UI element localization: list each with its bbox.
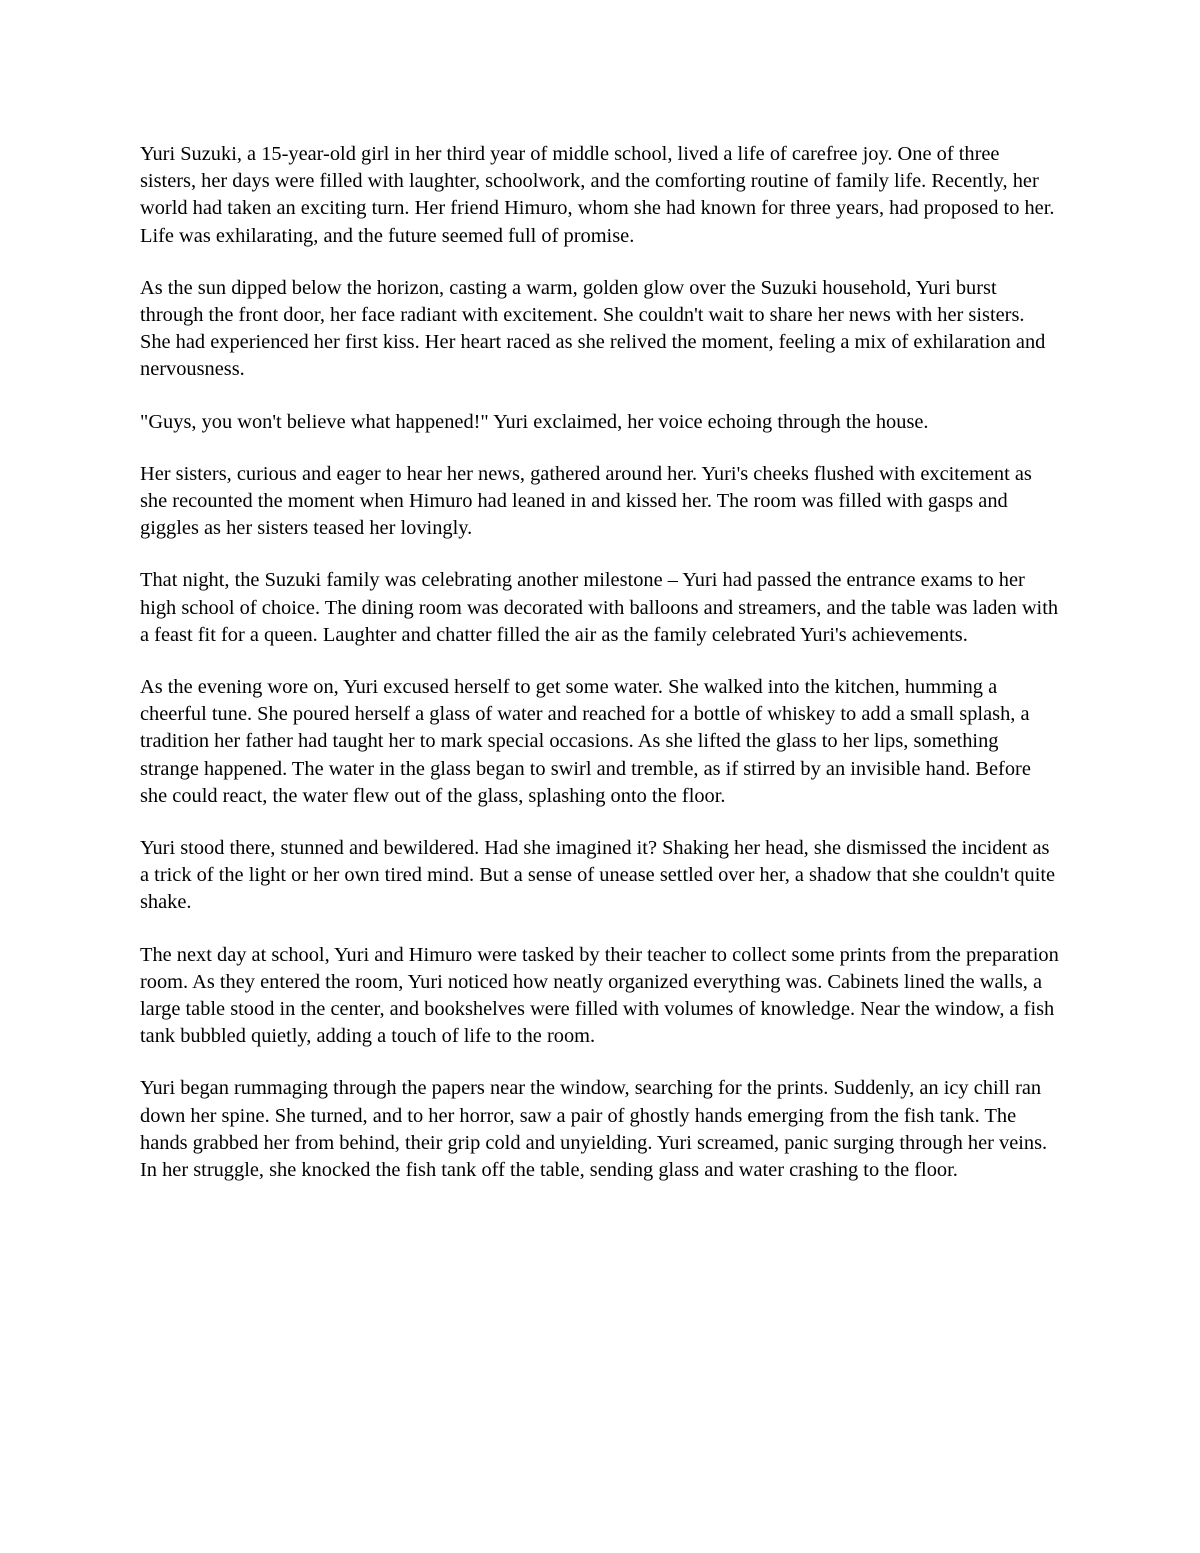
paragraph-6: As the evening wore on, Yuri excused herself to get some water. She walked into the kitchen, humming a cheerful tune. She poured herself a glass of water and reached for a bottle of whiskey to add a small splash, a tradition her father had taught her to mark special occasions. As she lifted the glass to her lips, something strange happened. The water in the glass began to swirl and tremble, as if stirred by an invisible hand. Before she could react, the water flew out of the glass, splashing onto the floor. (140, 676, 1031, 807)
paragraph-8: The next day at school, Yuri and Himuro were tasked by their teacher to collect some prints from the preparation room. As they entered the room, Yuri noticed how neatly organized everything was. Cabinets lined the walls, a large table stood in the center, and bookshelves were filled with volumes of knowledge. Near the window, a fish tank bubbled quietly, adding a touch of life to the room. (140, 943, 1059, 1048)
paragraph-7: Yuri stood there, stunned and bewildered. Had she imagined it? Shaking her head, she dismissed the incident as a trick of the light or her own tired mind. But a sense of unease settled over her, a shadow that she couldn't quite shake. (140, 837, 1056, 914)
paragraph-1: Yuri Suzuki, a 15-year-old girl in her third year of middle school, lived a life of carefree joy. One of three sisters, her days were filled with laughter, schoolwork, and the comforting routine of family life. Recently, her world had taken an exciting turn. Her friend Himuro, whom she had known for three years, had proposed to her. Life was exhilarating, and the future seemed full of promise. (140, 143, 1055, 247)
paragraph-5: That night, the Suzuki family was celebrating another milestone – Yuri had passed the entrance exams to her high school of choice. The dining room was decorated with balloons and streamers, and the table was laden with a feast fit for a queen. Laughter and chatter filled the air as the family celebrated Yuri's achievements. (140, 569, 1059, 646)
paragraph-9: Yuri began rummaging through the papers near the window, searching for the prints. Suddenly, an icy chill ran down her spine. She turned, and to her horror, saw a pair of ghostly hands emerging from the fish tank. The hands grabbed her from behind, their grip cold and unyielding. Yuri screamed, panic surging through her veins. In her struggle, she knocked the fish tank off the table, sending glass and water crashing to the floor. (140, 1077, 1048, 1182)
paragraph-4: Her sisters, curious and eager to hear her news, gathered around her. Yuri's cheeks flushed with excitement as she recounted the moment when Himuro had leaned in and kissed her. The room was filled with gasps and giggles as her sisters teased her lovingly. (140, 462, 1032, 540)
paragraph-2: As the sun dipped below the horizon, casting a warm, golden glow over the Suzuki household, Yuri burst through the front door, her face radiant with excitement. She couldn't wait to share her news with her sisters. She had experienced her first kiss. Her heart raced as she relived the moment, feeling a mix of exhilaration and nervousness. (140, 276, 1046, 381)
paragraph-3: "Guys, you won't believe what happened!" Yuri exclaimed, her voice echoing through the house. (140, 410, 929, 433)
